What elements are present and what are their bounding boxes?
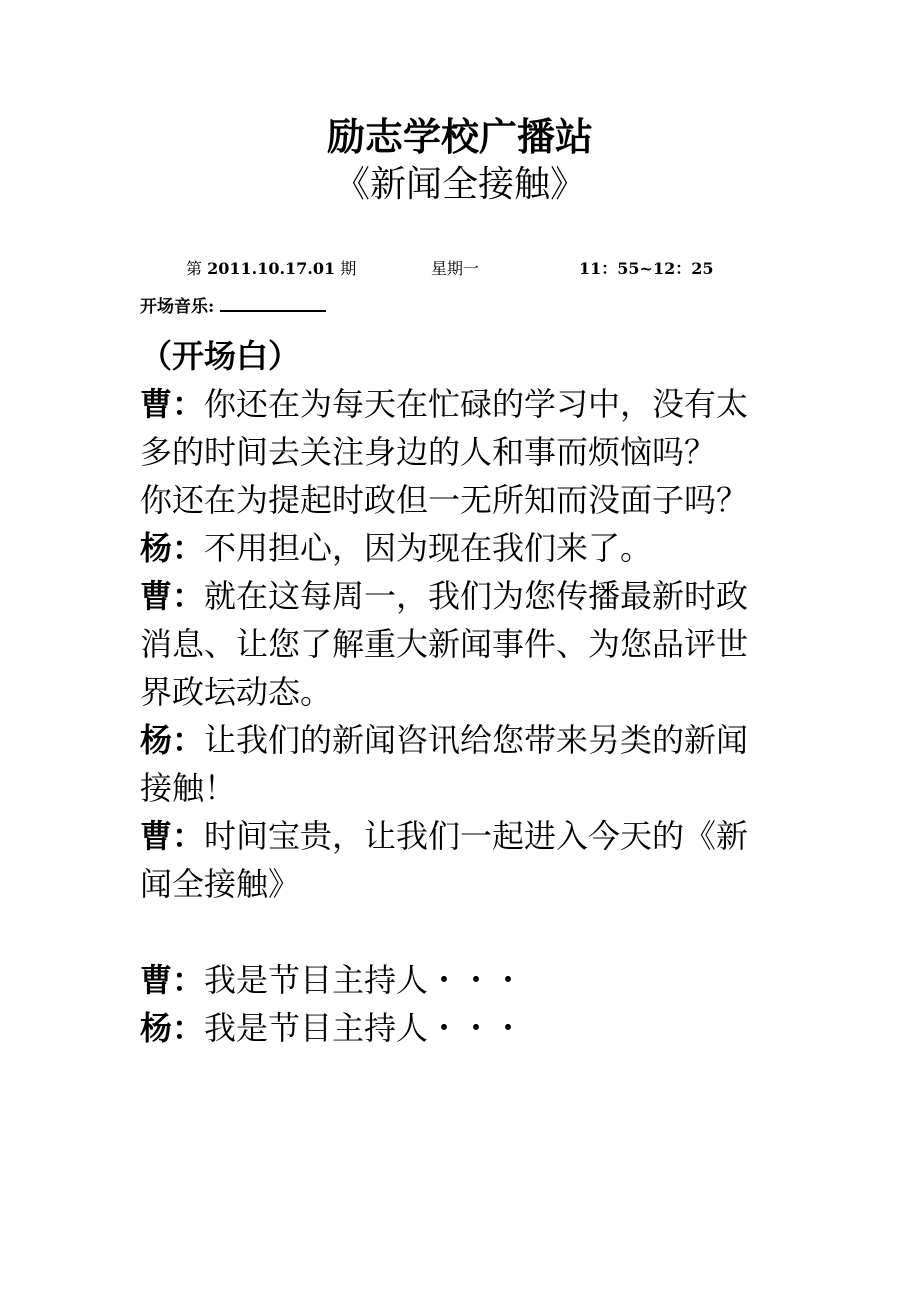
line-text: 我是节目主持人・・・: [204, 1009, 525, 1047]
script-line: [140, 572, 800, 620]
program-subtitle: 《新闻全接触》: [333, 164, 586, 205]
broadcast-time: 11：55~12：25: [579, 259, 714, 278]
script-body: [140, 332, 800, 1052]
line-text: 你还在为每天在忙碌的学习中，没有太: [204, 385, 749, 423]
line-text: 你还在为提起时政但一无所知而没面子吗？: [140, 481, 749, 519]
script-line: [140, 812, 800, 860]
script-line: [140, 620, 800, 668]
script-line: [140, 428, 800, 476]
line-text: 时间宝贵，让我们一起进入今天的《新: [204, 817, 749, 855]
speaker-label: 曹：: [140, 817, 205, 855]
issue-suffix: 期: [335, 259, 357, 278]
script-line: [140, 860, 800, 908]
host-line: [140, 1004, 800, 1052]
line-text: 闻全接触》: [140, 865, 301, 903]
script-line: [140, 716, 800, 764]
line-text: 消息、让您了解重大新闻事件、为您品评世: [140, 625, 749, 663]
line-text: 接触！: [140, 769, 237, 807]
speaker-label: 曹：: [140, 961, 205, 999]
opening-music-row: [140, 292, 326, 320]
script-line: [140, 524, 800, 572]
station-title: 励志学校广播站: [326, 114, 593, 159]
line-text: 界政坛动态。: [140, 673, 333, 711]
line-text: 不用担心，因为现在我们来了。: [204, 529, 653, 567]
line-text: 让我们的新闻咨讯给您带来另类的新闻: [204, 721, 749, 759]
speaker-label: 曹：: [140, 385, 205, 423]
issue-prefix: 第: [186, 259, 208, 278]
host-line: [140, 956, 800, 1004]
weekday: 星期一: [431, 259, 480, 278]
issue-info: [186, 257, 356, 281]
speaker-label: 杨：: [140, 721, 205, 759]
line-text: 就在这每周一，我们为您传播最新时政: [204, 577, 749, 615]
script-line: [140, 668, 800, 716]
line-text: 多的时间去关注身边的人和事而烦恼吗？: [140, 433, 717, 471]
issue-number: 2011.10.17.01: [207, 259, 336, 278]
opening-music-blank: [220, 292, 326, 312]
speaker-label: 曹：: [140, 577, 205, 615]
speaker-label: 杨：: [140, 1009, 205, 1047]
speaker-label: 杨：: [140, 529, 205, 567]
script-line: [140, 380, 800, 428]
line-text: 我是节目主持人・・・: [204, 961, 525, 999]
opening-heading: （开场白）: [140, 337, 301, 375]
paragraph-gap: [140, 908, 800, 956]
script-line: [140, 764, 800, 812]
opening-music-label: 开场音乐:: [140, 297, 221, 317]
script-line: [140, 476, 800, 524]
